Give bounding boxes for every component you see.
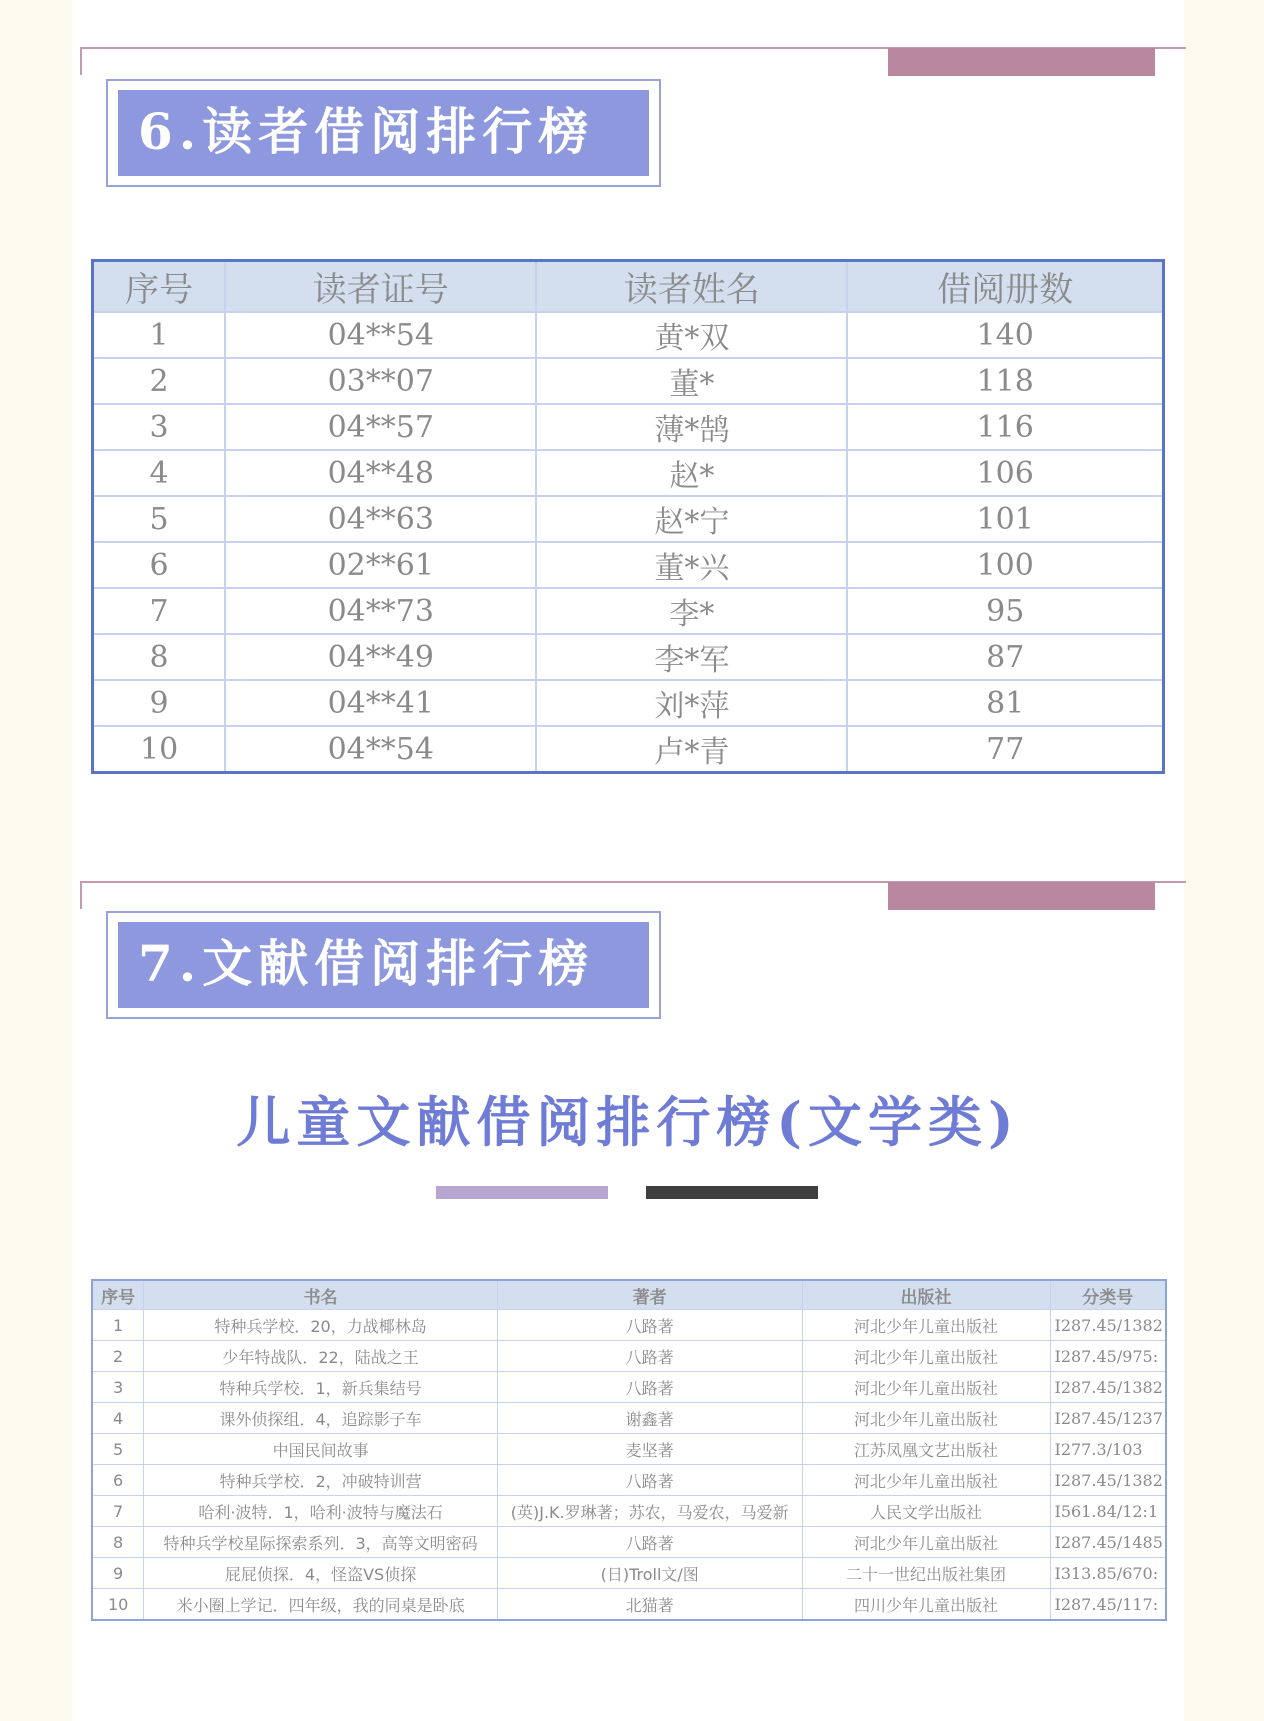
cell-book-title: 特种兵学校星际探索系列．3，高等文明密码 [144, 1527, 498, 1558]
cell-reader-name: 赵*宁 [536, 496, 847, 542]
cell-author: 八路著 [497, 1310, 802, 1341]
cell-book-title: 少年特战队．22，陆战之王 [144, 1341, 498, 1372]
cell-call-number: I287.45/1382 [1050, 1465, 1166, 1496]
cell-rank: 10 [93, 726, 226, 773]
table-header-row [93, 261, 1164, 313]
cell-borrow-count: 77 [847, 726, 1163, 773]
table-row [92, 1341, 1166, 1372]
cell-author: 八路著 [497, 1372, 802, 1403]
cell-card-number: 04**63 [225, 496, 536, 542]
table-row [92, 1527, 1166, 1558]
cell-rank: 9 [93, 680, 226, 726]
cell-author: 八路著 [497, 1341, 802, 1372]
cell-book-title: 课外侦探组．4，追踪影子车 [144, 1403, 498, 1434]
cell-book-title: 屁屁侦探．4，怪盗VS侦探 [144, 1558, 498, 1589]
cell-book-title: 特种兵学校．20，力战椰林岛 [144, 1310, 498, 1341]
cell-borrow-count: 95 [847, 588, 1163, 634]
table-row [93, 680, 1164, 726]
cell-borrow-count: 81 [847, 680, 1163, 726]
decor-bar-lilac [436, 1186, 608, 1199]
cell-rank: 3 [93, 404, 226, 450]
cell-reader-name: 薄*鹄 [536, 404, 847, 450]
cell-card-number: 04**73 [225, 588, 536, 634]
cell-reader-name: 刘*萍 [536, 680, 847, 726]
cell-call-number: I561.84/12:1 [1050, 1496, 1166, 1527]
cell-author: 八路著 [497, 1465, 802, 1496]
cell-rank: 3 [92, 1372, 144, 1403]
cell-card-number: 04**48 [225, 450, 536, 496]
cell-publisher: 河北少年儿童出版社 [802, 1341, 1050, 1372]
cell-book-title: 哈利·波特．1，哈利·波特与魔法石 [144, 1496, 498, 1527]
header-card-number: 读者证号 [225, 261, 536, 313]
cell-author: 谢鑫著 [497, 1403, 802, 1434]
cell-reader-name: 董*兴 [536, 542, 847, 588]
cell-borrow-count: 118 [847, 358, 1163, 404]
cell-reader-name: 李* [536, 588, 847, 634]
cell-reader-name: 李*军 [536, 634, 847, 680]
cell-rank: 6 [93, 542, 226, 588]
cell-rank: 10 [92, 1589, 144, 1621]
cell-rank: 5 [92, 1434, 144, 1465]
cell-card-number: 04**54 [225, 726, 536, 773]
cell-book-title: 特种兵学校．2，冲破特训营 [144, 1465, 498, 1496]
header-author: 著者 [497, 1280, 802, 1310]
table-row [92, 1403, 1166, 1434]
section7-left-tick [80, 881, 82, 909]
header-book-title: 书名 [144, 1280, 498, 1310]
cell-reader-name: 卢*青 [536, 726, 847, 773]
table-row [93, 358, 1164, 404]
cell-author: (日)Troll文/图 [497, 1558, 802, 1589]
cell-card-number: 04**57 [225, 404, 536, 450]
cell-call-number: I287.45/1382 [1050, 1310, 1166, 1341]
table-row [93, 450, 1164, 496]
cell-book-title: 米小圈上学记．四年级，我的同桌是卧底 [144, 1589, 498, 1621]
cell-publisher: 河北少年儿童出版社 [802, 1527, 1050, 1558]
cell-publisher: 人民文学出版社 [802, 1496, 1050, 1527]
cell-rank: 8 [92, 1527, 144, 1558]
cell-publisher: 二十一世纪出版社集团 [802, 1558, 1050, 1589]
section7-accent-bar [888, 882, 1155, 910]
table-row [93, 726, 1164, 773]
section6-title-box [106, 79, 661, 187]
cell-author: 麦坚著 [497, 1434, 802, 1465]
table-row [93, 404, 1164, 450]
table-row [92, 1465, 1166, 1496]
cell-call-number: I277.3/103 [1050, 1434, 1166, 1465]
decor-bar-dark [646, 1186, 818, 1199]
header-reader-name: 读者姓名 [536, 261, 847, 313]
literature-ranking-table [91, 1279, 1167, 1621]
table-row [93, 588, 1164, 634]
header-call-number: 分类号 [1050, 1280, 1166, 1310]
cell-author: 北猫著 [497, 1589, 802, 1621]
cell-author: 八路著 [497, 1527, 802, 1558]
header-rank: 序号 [92, 1280, 144, 1310]
page [72, 0, 1184, 1721]
section7-title-box [106, 911, 661, 1019]
cell-rank: 2 [92, 1341, 144, 1372]
section6-accent-bar [888, 48, 1155, 76]
section6-left-tick [80, 47, 82, 75]
cell-rank: 4 [92, 1403, 144, 1434]
cell-borrow-count: 100 [847, 542, 1163, 588]
cell-rank: 9 [92, 1558, 144, 1589]
section7-subtitle: 儿童文献借阅排行榜(文学类) [236, 1090, 1020, 1154]
cell-publisher: 四川少年儿童出版社 [802, 1589, 1050, 1621]
cell-card-number: 03**07 [225, 358, 536, 404]
header-rank: 序号 [93, 261, 226, 313]
cell-publisher: 河北少年儿童出版社 [802, 1310, 1050, 1341]
cell-call-number: I287.45/1382 [1050, 1372, 1166, 1403]
cell-reader-name: 赵* [536, 450, 847, 496]
cell-borrow-count: 87 [847, 634, 1163, 680]
cell-rank: 8 [93, 634, 226, 680]
cell-card-number: 04**54 [225, 312, 536, 358]
cell-borrow-count: 106 [847, 450, 1163, 496]
table-row [92, 1496, 1166, 1527]
cell-borrow-count: 116 [847, 404, 1163, 450]
table-row [92, 1372, 1166, 1403]
reader-ranking-table [91, 259, 1165, 774]
cell-publisher: 河北少年儿童出版社 [802, 1372, 1050, 1403]
cell-rank: 7 [92, 1496, 144, 1527]
cell-rank: 7 [93, 588, 226, 634]
cell-reader-name: 黄*双 [536, 312, 847, 358]
table-row [93, 496, 1164, 542]
cell-borrow-count: 140 [847, 312, 1163, 358]
cell-borrow-count: 101 [847, 496, 1163, 542]
cell-rank: 6 [92, 1465, 144, 1496]
cell-rank: 1 [92, 1310, 144, 1341]
table-row [92, 1434, 1166, 1465]
cell-reader-name: 董* [536, 358, 847, 404]
cell-book-title: 特种兵学校．1，新兵集结号 [144, 1372, 498, 1403]
table-row [93, 542, 1164, 588]
header-publisher: 出版社 [802, 1280, 1050, 1310]
cell-call-number: I287.45/1485 [1050, 1527, 1166, 1558]
cell-publisher: 江苏凤凰文艺出版社 [802, 1434, 1050, 1465]
cell-call-number: I287.45/1237 [1050, 1403, 1166, 1434]
cell-publisher: 河北少年儿童出版社 [802, 1465, 1050, 1496]
cell-rank: 2 [93, 358, 226, 404]
table-row [92, 1558, 1166, 1589]
cell-publisher: 河北少年儿童出版社 [802, 1403, 1050, 1434]
table-header-row [92, 1280, 1166, 1310]
cell-rank: 4 [93, 450, 226, 496]
table-row [93, 312, 1164, 358]
cell-rank: 5 [93, 496, 226, 542]
section7-title: 7.文献借阅排行榜 [118, 922, 649, 1008]
table-row [93, 634, 1164, 680]
header-borrow-count: 借阅册数 [847, 261, 1163, 313]
cell-card-number: 04**49 [225, 634, 536, 680]
cell-card-number: 04**41 [225, 680, 536, 726]
table-row [92, 1589, 1166, 1621]
section6-title: 6.读者借阅排行榜 [118, 90, 649, 176]
cell-call-number: I287.45/975: [1050, 1341, 1166, 1372]
cell-book-title: 中国民间故事 [144, 1434, 498, 1465]
cell-author: (英)J.K.罗琳著；苏农，马爱农，马爱新 [497, 1496, 802, 1527]
table-row [92, 1310, 1166, 1341]
cell-call-number: I313.85/670: [1050, 1558, 1166, 1589]
cell-rank: 1 [93, 312, 226, 358]
cell-card-number: 02**61 [225, 542, 536, 588]
cell-call-number: I287.45/117: [1050, 1589, 1166, 1621]
